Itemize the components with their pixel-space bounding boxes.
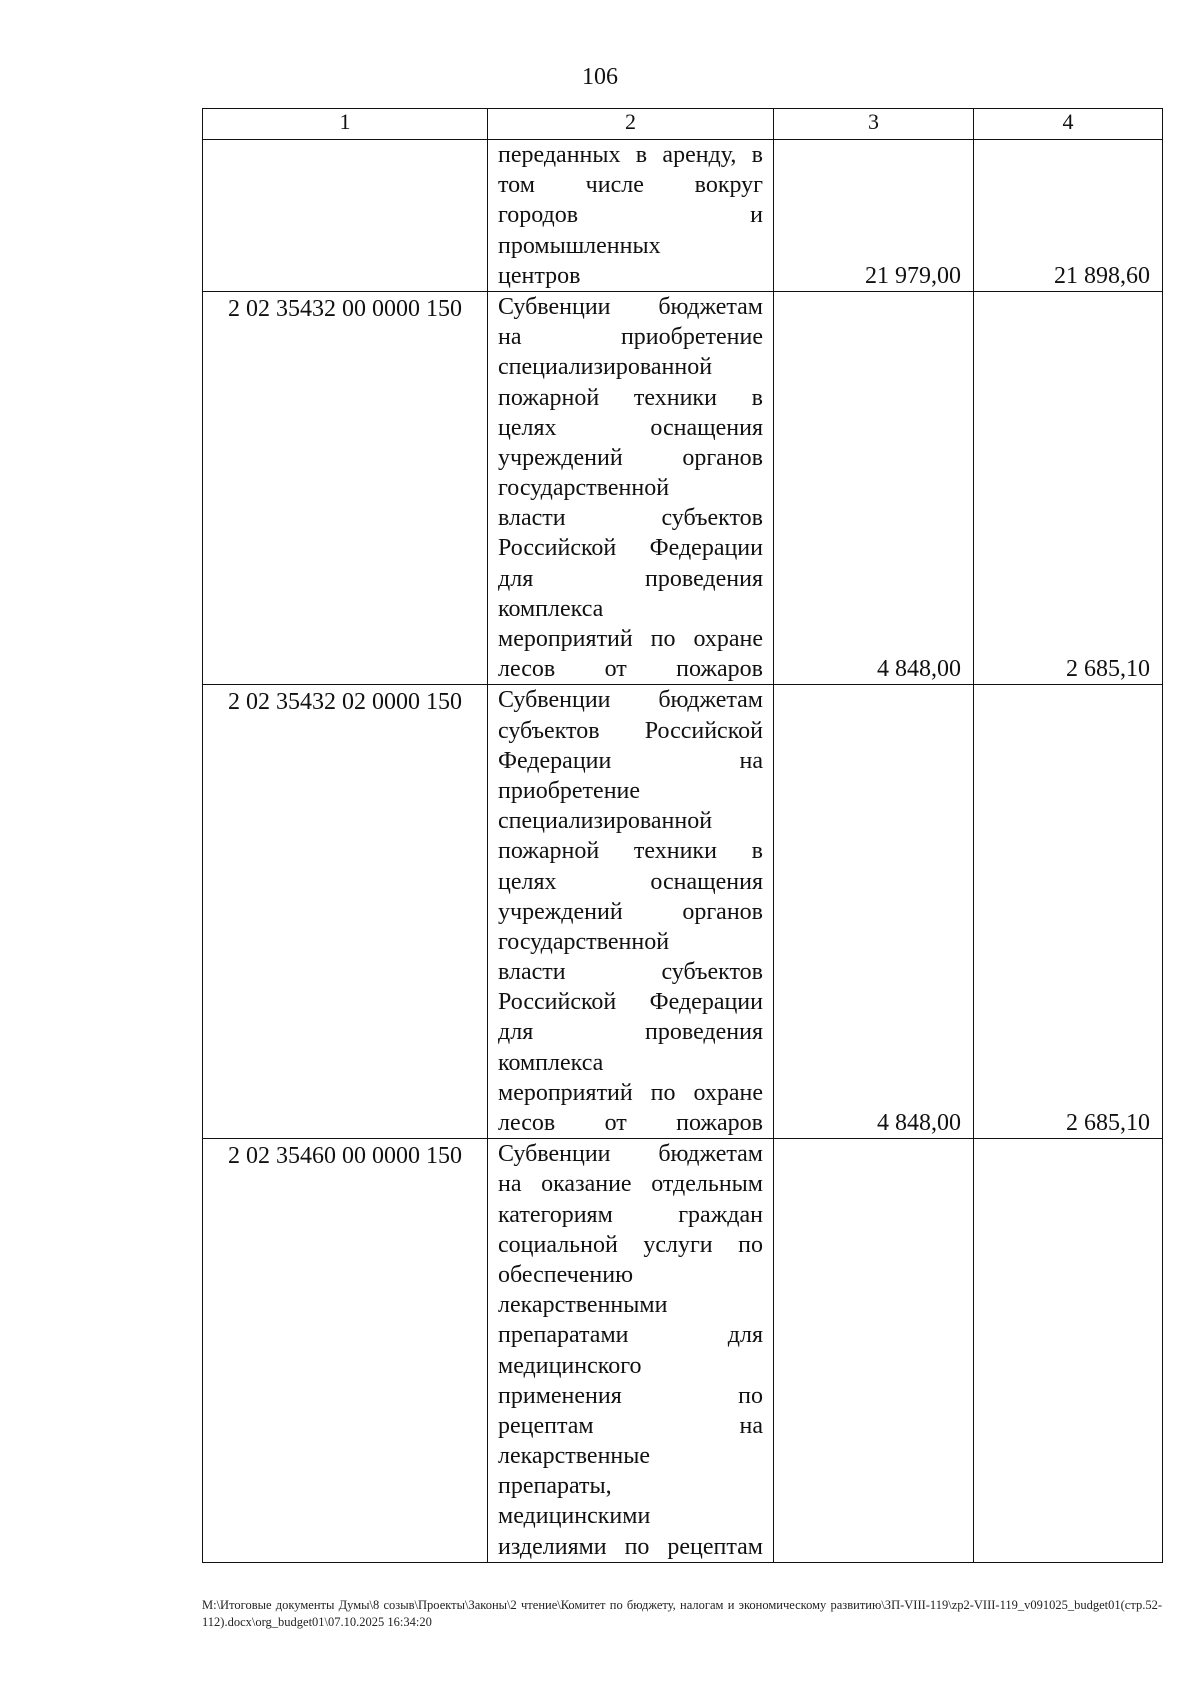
description-line: Российской Федерации xyxy=(498,535,763,562)
description-line: лесов от пожаров xyxy=(498,1110,763,1136)
description-line: целях оснащения xyxy=(498,868,763,895)
file-path-footer: M:\Итоговые документы Думы\8 созыв\Проекты\Законы\2 чтение\Комитет по бюджету, налогам и экономическому развитию\ЗП-VIII-119\zp2-VIII-119_v091025_budget01(стр.52-112).docx\org_budget01\07.10.2025 16:34:20 xyxy=(202,1598,1162,1629)
description-line: учреждений органов xyxy=(498,898,763,925)
description-line: переданных в аренду, в xyxy=(498,142,763,168)
description-line: целях оснащения xyxy=(498,414,763,441)
description-line: мероприятий по охране xyxy=(498,1079,763,1106)
description-line: власти субъектов xyxy=(498,959,763,986)
description-line: для проведения xyxy=(498,565,763,592)
column-header: 1 xyxy=(203,109,488,140)
budget-code-cell: 2 02 35460 00 0000 150 xyxy=(203,1139,488,1563)
value-col4-cell: 2 685,10 xyxy=(974,291,1163,684)
table-row xyxy=(203,685,1163,1139)
description-line: приобретение xyxy=(498,777,641,804)
description-line: на приобретение xyxy=(498,324,763,351)
description-line: комплекса xyxy=(498,595,604,622)
budget-code-cell: 2 02 35432 00 0000 150 xyxy=(203,291,488,684)
description-line: том числе вокруг xyxy=(498,172,763,199)
description-line: учреждений органов xyxy=(498,444,763,471)
description-cell xyxy=(488,685,774,1139)
description-line: Субвенции бюджетам xyxy=(498,293,763,320)
description-line: обеспечению xyxy=(498,1261,634,1288)
value-col4-cell xyxy=(974,1139,1163,1563)
description-line: рецептам на xyxy=(498,1412,763,1439)
description-cell xyxy=(488,140,774,292)
table-row xyxy=(203,291,1163,684)
value-col3-cell: 4 848,00 xyxy=(774,685,974,1139)
description-line: государственной xyxy=(498,475,670,502)
description-line: мероприятий по охране xyxy=(498,626,763,652)
description-line: городов и xyxy=(498,202,763,229)
description-line: пожарной техники в xyxy=(498,384,763,411)
column-header: 2 xyxy=(488,109,774,140)
page-number: 106 xyxy=(582,64,618,90)
description-line: медицинского xyxy=(498,1352,642,1379)
description-line: для проведения xyxy=(498,1019,763,1046)
description-line: медицинскими xyxy=(498,1503,651,1530)
budget-table xyxy=(202,108,1163,1563)
table-header-row xyxy=(203,109,1163,140)
description-line: специализированной xyxy=(498,354,713,381)
description-line: применения по xyxy=(498,1382,763,1409)
value-col4-cell: 2 685,10 xyxy=(974,685,1163,1139)
description-line: Субвенции бюджетам xyxy=(498,687,763,714)
budget-code-cell xyxy=(203,140,488,292)
description-line: изделиями по рецептам xyxy=(498,1533,763,1560)
description-line: центров xyxy=(498,262,581,289)
description-line: Российской Федерации xyxy=(498,989,763,1016)
value-col3-cell xyxy=(774,1139,974,1563)
description-line: лекарственными xyxy=(498,1292,668,1319)
column-header: 3 xyxy=(774,109,974,140)
description-line: власти субъектов xyxy=(498,505,763,532)
description-line: пожарной техники в xyxy=(498,838,763,865)
description-line: социальной услуги по xyxy=(498,1231,763,1258)
value-col3-cell: 21 979,00 xyxy=(774,140,974,292)
description-line: государственной xyxy=(498,928,670,955)
description-line: Субвенции бюджетам xyxy=(498,1141,763,1168)
description-cell xyxy=(488,1139,774,1563)
budget-code-cell: 2 02 35432 02 0000 150 xyxy=(203,685,488,1139)
description-line: препараты, xyxy=(498,1473,612,1500)
description-cell xyxy=(488,291,774,684)
description-line: специализированной xyxy=(498,808,713,835)
description-line: лесов от пожаров xyxy=(498,656,763,683)
table-row xyxy=(203,140,1163,292)
description-line: субъектов Российской xyxy=(498,717,763,744)
description-line: препаратами для xyxy=(498,1322,763,1349)
column-header: 4 xyxy=(974,109,1163,140)
description-line: Федерации на xyxy=(498,747,763,774)
description-line: на оказание отдельным xyxy=(498,1171,763,1198)
value-col3-cell: 4 848,00 xyxy=(774,291,974,684)
description-line: комплекса xyxy=(498,1049,604,1076)
table-row xyxy=(203,1139,1163,1563)
description-line: категориям граждан xyxy=(498,1201,763,1228)
description-line: промышленных xyxy=(498,232,661,259)
description-line: лекарственные xyxy=(498,1443,651,1470)
value-col4-cell: 21 898,60 xyxy=(974,140,1163,292)
